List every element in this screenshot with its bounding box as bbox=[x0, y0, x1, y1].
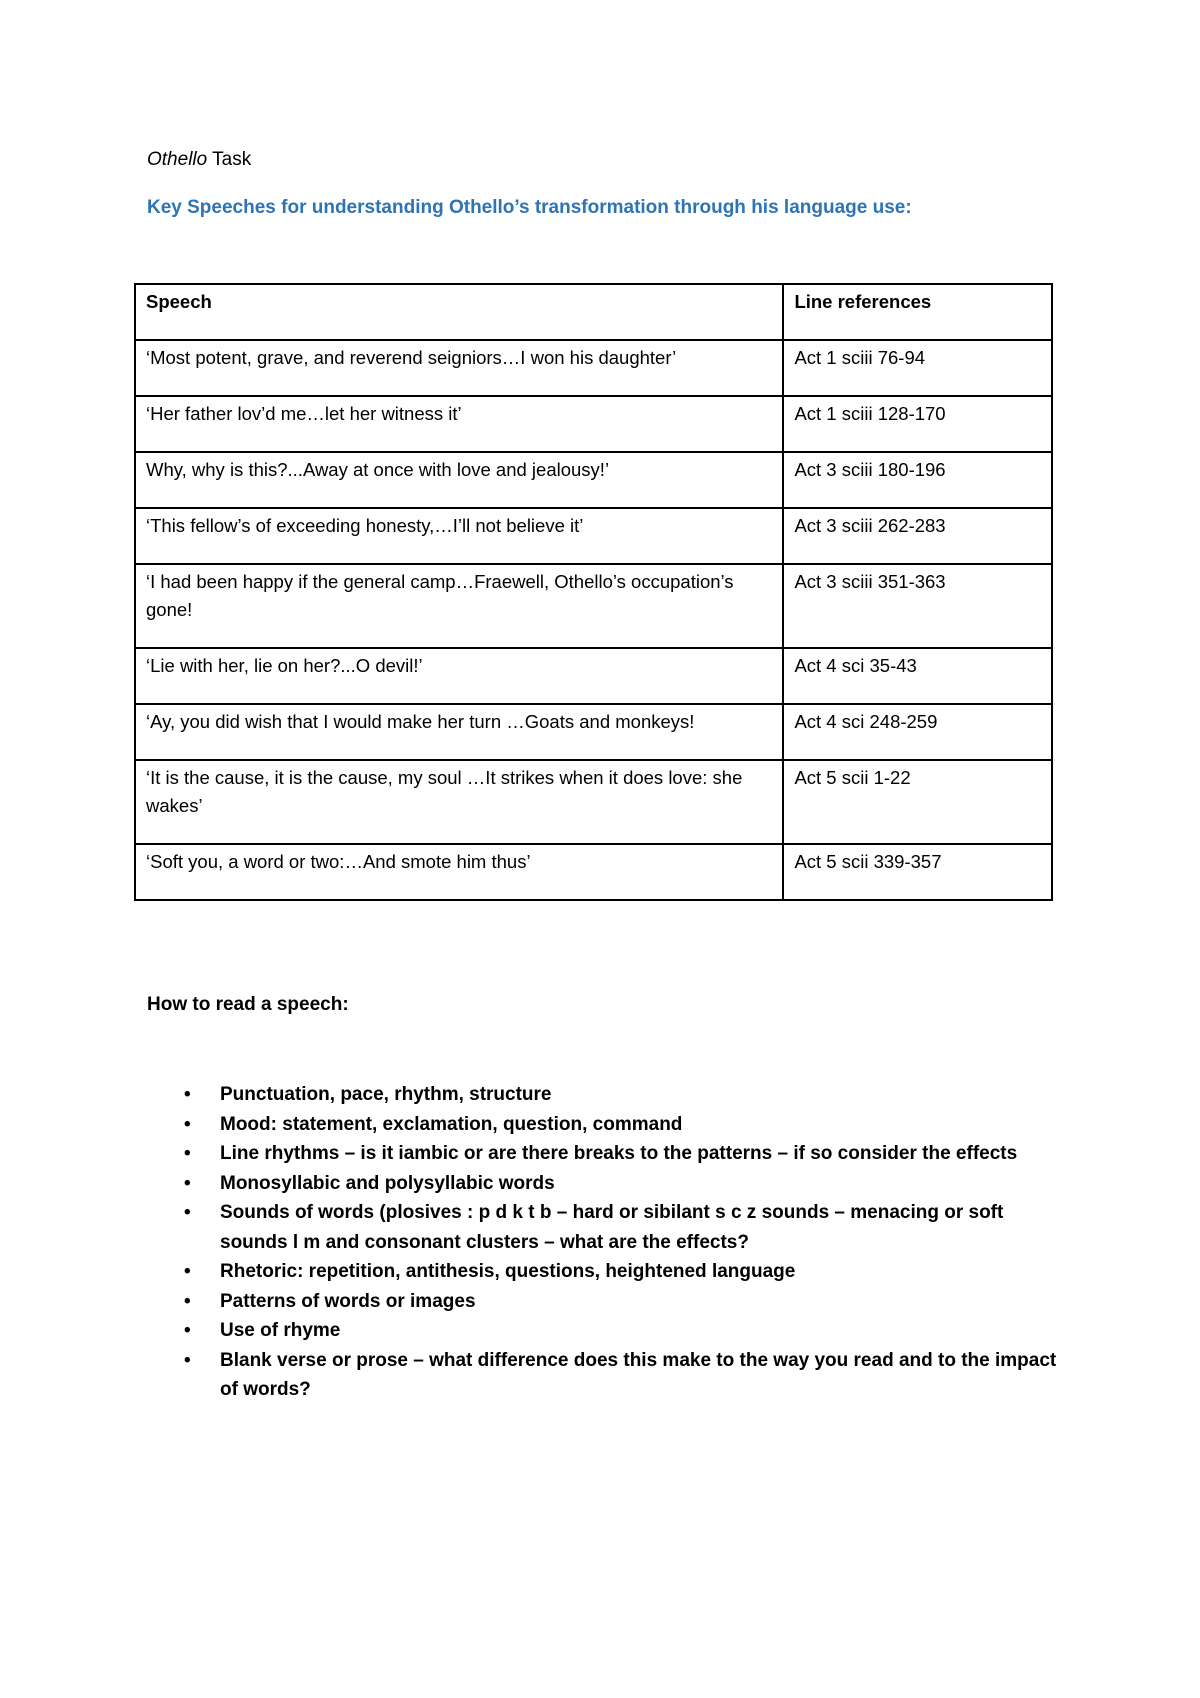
speech-cell: ‘Lie with her, lie on her?...O devil!’ bbox=[135, 648, 783, 704]
tip-text: Sounds of words (plosives : p d k t b – hard or sibilant s c z sounds – menacing or soft sounds l m and consonant clusters – what are the effects? bbox=[220, 1202, 1004, 1253]
line-reference-cell: Act 5 scii 339-357 bbox=[783, 844, 1052, 900]
table-row bbox=[135, 452, 1052, 508]
speech-cell: ‘Her father lov’d me…let her witness it’ bbox=[135, 396, 783, 452]
list-item bbox=[180, 1316, 1060, 1346]
how-to-read-heading: How to read a speech: bbox=[147, 994, 349, 1015]
list-item bbox=[180, 1198, 1060, 1257]
title-italic: Othello bbox=[147, 149, 208, 170]
line-reference-cell: Act 4 sci 35-43 bbox=[783, 648, 1052, 704]
list-item bbox=[180, 1169, 1060, 1199]
speech-cell: ‘It is the cause, it is the cause, my soul …It strikes when it does love: she wakes’ bbox=[135, 760, 783, 844]
line-reference-cell: Act 3 sciii 351-363 bbox=[783, 564, 1052, 648]
bullet-icon: • bbox=[184, 1143, 191, 1164]
tip-text: Blank verse or prose – what difference does this make to the way you read and to the impact of words? bbox=[220, 1349, 1057, 1400]
line-reference-cell: Act 3 sciii 180-196 bbox=[783, 452, 1052, 508]
list-item bbox=[180, 1110, 1060, 1140]
header-speech: Speech bbox=[135, 284, 783, 340]
line-reference-cell: Act 1 sciii 76-94 bbox=[783, 340, 1052, 396]
list-item bbox=[180, 1139, 1060, 1169]
speech-cell: ‘Most potent, grave, and reverend seigniors…I won his daughter’ bbox=[135, 340, 783, 396]
line-reference-cell: Act 4 sci 248-259 bbox=[783, 704, 1052, 760]
speech-cell: Why, why is this?...Away at once with love and jealousy!’ bbox=[135, 452, 783, 508]
bullet-icon: • bbox=[184, 1084, 191, 1105]
table-row bbox=[135, 340, 1052, 396]
title-rest: Task bbox=[207, 149, 252, 170]
document-subtitle: Key Speeches for understanding Othello’s transformation through his language use: bbox=[147, 197, 912, 218]
tip-text: Monosyllabic and polysyllabic words bbox=[220, 1172, 555, 1194]
tip-text: Punctuation, pace, rhythm, structure bbox=[220, 1084, 552, 1105]
list-item bbox=[180, 1346, 1060, 1405]
document-title bbox=[147, 148, 251, 172]
line-reference-cell: Act 5 scii 1-22 bbox=[783, 760, 1052, 844]
bullet-icon: • bbox=[184, 1349, 191, 1371]
bullet-icon: • bbox=[184, 1320, 191, 1341]
line-reference-cell: Act 3 sciii 262-283 bbox=[783, 508, 1052, 564]
list-item bbox=[180, 1080, 1060, 1110]
table-row bbox=[135, 508, 1052, 564]
bullet-icon: • bbox=[184, 1290, 191, 1312]
speech-cell: ‘This fellow’s of exceeding honesty,…I’ll not believe it’ bbox=[135, 508, 783, 564]
tip-text: Patterns of words or images bbox=[220, 1290, 476, 1312]
tip-text: Use of rhyme bbox=[220, 1320, 341, 1341]
header-line-references: Line references bbox=[783, 284, 1052, 340]
speech-cell: ‘Soft you, a word or two:…And smote him thus’ bbox=[135, 844, 783, 900]
tip-text: Mood: statement, exclamation, question, command bbox=[220, 1113, 683, 1135]
table-row bbox=[135, 704, 1052, 760]
bullet-icon: • bbox=[184, 1202, 191, 1223]
speech-cell: ‘I had been happy if the general camp…Fraewell, Othello’s occupation’s gone! bbox=[135, 564, 783, 648]
tip-text: Line rhythms – is it iambic or are there breaks to the patterns – if so consider the effects bbox=[220, 1143, 1018, 1164]
tips-list bbox=[180, 1080, 1060, 1405]
speech-cell: ‘Ay, you did wish that I would make her turn …Goats and monkeys! bbox=[135, 704, 783, 760]
table-row bbox=[135, 760, 1052, 844]
line-reference-cell: Act 1 sciii 128-170 bbox=[783, 396, 1052, 452]
table-row bbox=[135, 396, 1052, 452]
table-row bbox=[135, 564, 1052, 648]
table-header-row bbox=[135, 284, 1052, 340]
speech-table bbox=[134, 283, 1053, 901]
list-item bbox=[180, 1257, 1060, 1287]
tip-text: Rhetoric: repetition, antithesis, questions, heightened language bbox=[220, 1261, 796, 1282]
table-row bbox=[135, 844, 1052, 900]
bullet-icon: • bbox=[184, 1172, 191, 1194]
list-item bbox=[180, 1287, 1060, 1317]
bullet-icon: • bbox=[184, 1261, 191, 1282]
bullet-icon: • bbox=[184, 1113, 191, 1135]
table-row bbox=[135, 648, 1052, 704]
